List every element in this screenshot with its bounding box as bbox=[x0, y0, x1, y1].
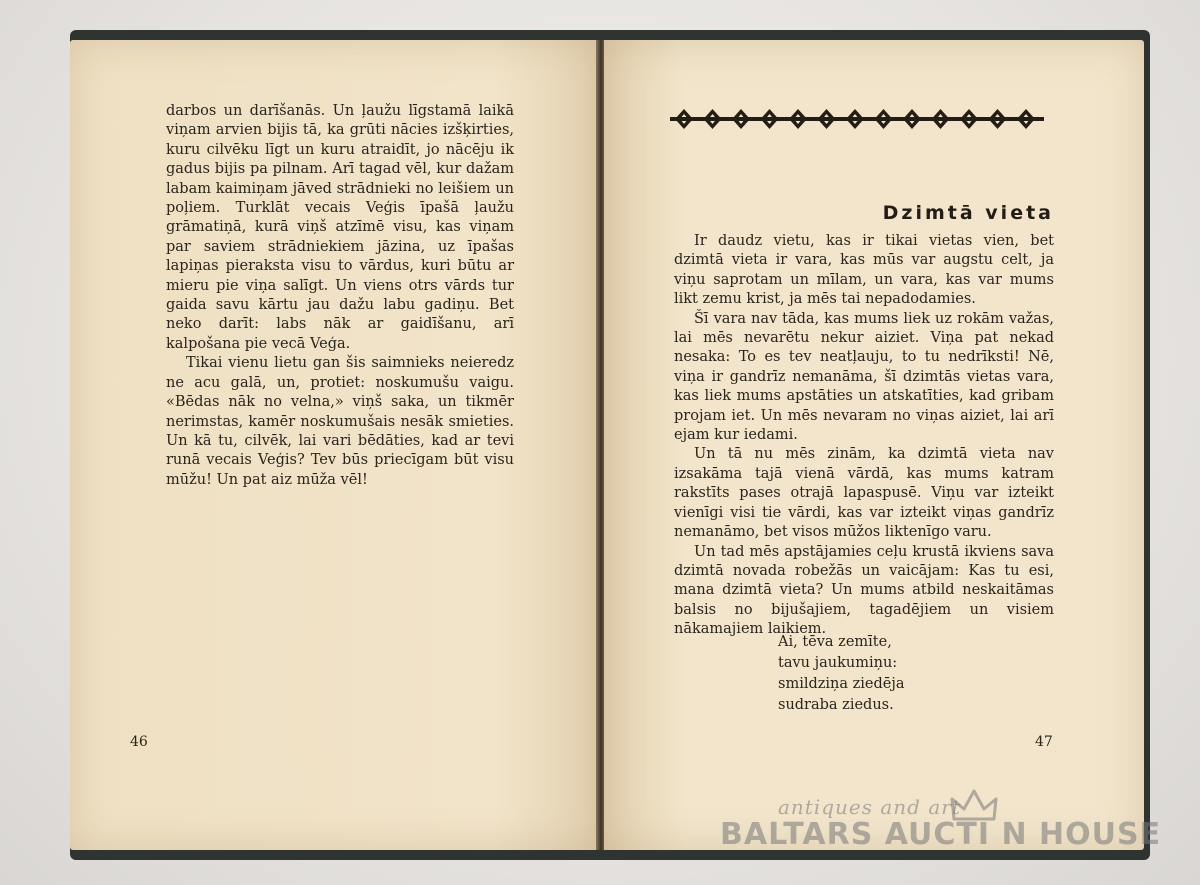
folk-ornament-border bbox=[670, 108, 1044, 130]
poem-line: smildziņa ziedēja bbox=[778, 676, 905, 692]
left-page-text bbox=[166, 102, 514, 490]
poem-line: Ai, tēva zemīte, bbox=[778, 634, 892, 650]
watermark-tagline: antiques and art bbox=[778, 795, 961, 819]
poem bbox=[778, 632, 904, 716]
crown-icon bbox=[948, 789, 1000, 823]
paragraph: Tikai vienu lietu gan šis saimnieks neieredz ne acu galā, un, protiet: noskumušu vaigu. «Bēdas nāk no velna,» viņš saka, un tikmēr nerimstas, kamēr noskumušais nesāk smieties. Un kā tu, cilvēk, lai vari bēdāties, kad ar tevi runā vecais Veģis? Tev būs priecīgam būt visu mūžu! Un pat aiz mūža vēl! bbox=[166, 355, 514, 488]
paragraph: Un tā nu mēs zinām, ka dzimtā vieta nav izsakāma tajā vienā vārdā, kas mums katram rakstīts pases otrajā lapaspusē. Viņu var izteikt vienīgi visi tie vārdi, kas var izteikt viņas gandrīz nemanāmo, bet visos mūžos liktenīgo varu. bbox=[674, 446, 1054, 541]
right-page-text bbox=[674, 232, 1054, 640]
poem-line: tavu jaukumiņu: bbox=[778, 655, 898, 671]
left-page bbox=[70, 40, 598, 850]
auction-house-watermark bbox=[720, 795, 1162, 865]
paragraph: Un tad mēs apstājamies ceļu krustā ikviens sava dzimtā novada robežās un vaicājam: Kas tu esi, mana dzimtā vieta? Un mums atbild neskaitāmas balsis no bijušajiem, tagadējiem un visiem nākamajiem laikiem. bbox=[674, 543, 1054, 638]
paragraph: Ir daudz vietu, kas ir tikai vietas vien, bet dzimtā vieta ir vara, kas mūs var augstu celt, ja viņu saprotam un mīlam, un vara, kas var mums likt zemu krist, ja mēs tai nepadodamies. bbox=[674, 233, 1054, 308]
watermark-name: BALTARS AUCTI N HOUSE bbox=[720, 817, 1162, 852]
page-number-left: 46 bbox=[130, 734, 148, 750]
section-title: Dzimtā vieta bbox=[882, 202, 1054, 224]
paragraph: Šī vara nav tāda, kas mums liek uz rokām važas, lai mēs nevarētu nekur aiziet. Viņa pat nekad nesaka: To es tev neatļauju, to tu nedrīksti! Nē, viņa ir gandrīz nemanāma, šī dzimtās vietas vara, kas liek mums apstāties un atskatīties, kad gribam projam iet. Un mēs nevaram no viņas aiziet, lai arī ejam kur iedami. bbox=[674, 310, 1054, 444]
poem-line: sudraba ziedus. bbox=[778, 697, 894, 713]
right-page bbox=[604, 40, 1144, 850]
page-number-right: 47 bbox=[1035, 734, 1053, 750]
paragraph: darbos un darīšanās. Un ļaužu līgstamā laikā viņam arvien bijis tā, ka grūti nācies izšķirties, kuru cilvēku līgt un kuru atraidīt, jo nācēju ik gadus bijis pa pilnam. Arī tagad vēl, kur dažam labam kaimiņam jāved strādnieki no leišiem un poļiem. Turklāt vecais Veģis īpašā ļaužu grāmatiņā, kurā viņš atzīmē visu, kas viņam par saviem strādniekiem jāzina, uz īpašas lapiņas pieraksta visu to vārdus, kuri būtu ar mieru pie viņa salīgt. Un viens otrs vārds tur gaida savu kārtu jau dažu labu gadiņu. Bet neko darīt: labs nāk ar gaidīšanu, arī kalpošana pie vecā Veģa. bbox=[166, 103, 514, 352]
